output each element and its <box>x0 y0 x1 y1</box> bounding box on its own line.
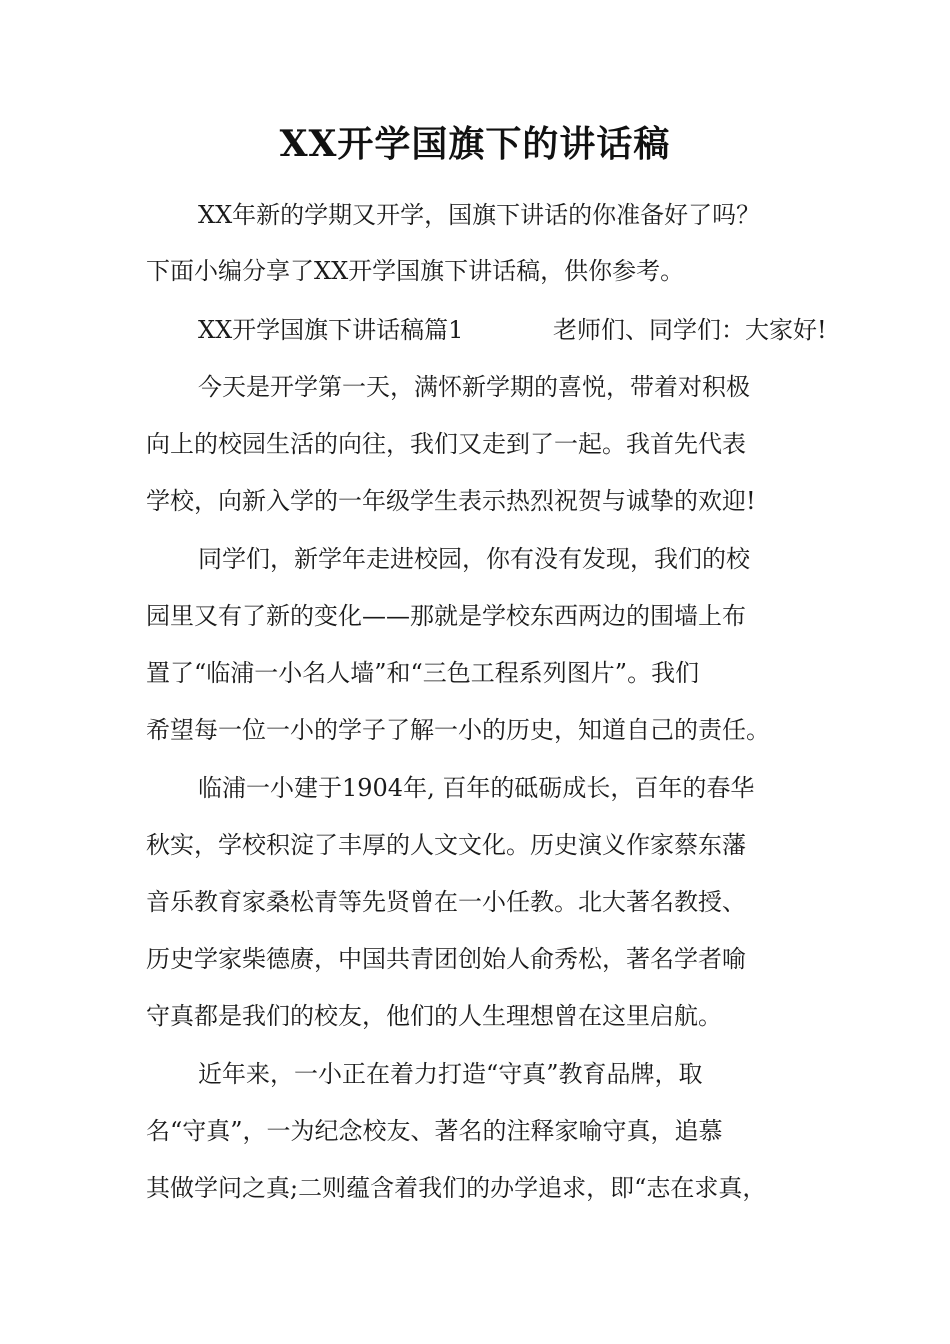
paragraph-line: 希望每一位一小的学子了解一小的历史，知道自己的责任。 <box>146 716 770 744</box>
paragraph-line: 守真都是我们的校友，他们的人生理想曾在这里启航。 <box>146 1002 722 1030</box>
greeting: 老师们、同学们：大家好! <box>553 316 827 344</box>
paragraph-line: 向上的校园生活的向往，我们又走到了一起。我首先代表 <box>146 430 746 458</box>
paragraph-line: 置了“临浦一小名人墙”和“三色工程系列图片”。我们 <box>146 659 700 687</box>
section-heading: XX开学国旗下讲话稿篇1 <box>198 316 464 344</box>
paragraph-line: 名“守真”，一为纪念校友、著名的注释家喻守真，追慕 <box>146 1117 723 1145</box>
paragraph-line: 秋实，学校积淀了丰厚的人文文化。历史演义作家蔡东藩 <box>146 831 746 859</box>
paragraph-line: 同学们，新学年走进校园，你有没有发现，我们的校 <box>198 545 750 573</box>
document-title: XX开学国旗下的讲话稿 <box>279 123 671 165</box>
paragraph-line: 音乐教育家桑松青等先贤曾在一小任教。北大著名教授、 <box>146 888 746 916</box>
paragraph-line: 今天是开学第一天，满怀新学期的喜悦，带着对积极 <box>198 373 750 401</box>
paragraph-line: XX年新的学期又开学，国旗下讲话的你准备好了吗？ <box>198 201 761 229</box>
paragraph-line: 历史学家柴德赓，中国共青团创始人俞秀松，著名学者喻 <box>146 945 746 973</box>
paragraph-line: 学校，向新入学的一年级学生表示热烈祝贺与诚挚的欢迎! <box>146 487 756 515</box>
paragraph-line: 下面小编分享了XX开学国旗下讲话稿，供你参考。 <box>146 257 685 285</box>
paragraph-line: 园里又有了新的变化——那就是学校东西两边的围墙上布 <box>146 602 746 630</box>
paragraph-line: 临浦一小建于1904年, 百年的砥砺成长，百年的春华 <box>198 774 755 802</box>
paragraph-line: 其做学问之真;二则蕴含着我们的办学追求，即“志在求真， <box>146 1174 767 1202</box>
paragraph-line: 近年来，一小正在着力打造“守真”教育品牌，取 <box>198 1060 703 1088</box>
